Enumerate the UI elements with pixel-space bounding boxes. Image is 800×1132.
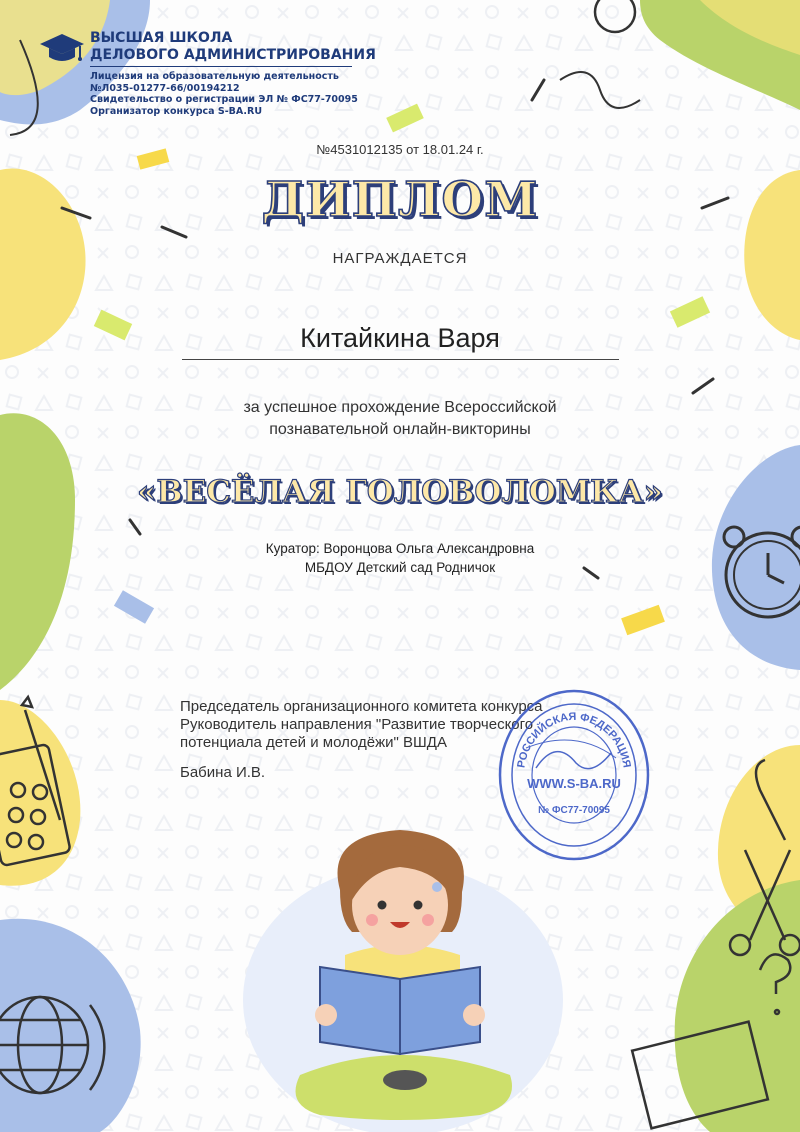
- award-reason-line2: познавательной онлайн-викторины: [269, 421, 531, 438]
- curator-name: Куратор: Воронцова Ольга Александровна: [265, 541, 535, 556]
- organization-name: [90, 30, 376, 64]
- official-stamp: [496, 688, 652, 862]
- stamp-reg-number: № ФС77-70095: [538, 805, 610, 816]
- license-number: №Л035-01277-66/00194212: [90, 82, 240, 94]
- chair-line1: Председатель организационного комитета конкурса: [180, 698, 543, 715]
- recipient-underline: [182, 359, 619, 360]
- organization-details: [90, 71, 358, 117]
- stamp-arc-text: РОССИЙСКАЯ ФЕДЕРАЦИЯ: [515, 710, 633, 769]
- stamp-center-text: WWW.S-BA.RU: [527, 776, 621, 791]
- header-divider: [90, 66, 352, 67]
- event-title: «ВЕСЁЛАЯ ГОЛОВОЛОМКА»: [137, 474, 663, 510]
- diploma-title: ДИПЛОМ: [261, 172, 539, 228]
- signer-name: Бабина И.В.: [180, 764, 266, 781]
- organization-name-line1: ВЫСШАЯ ШКОЛА: [90, 30, 233, 46]
- graduation-cap-icon: [38, 32, 86, 66]
- committee-chair-title: [180, 698, 543, 752]
- award-reason: [0, 397, 800, 441]
- license-text: Лицензия на образовательную деятельность: [90, 71, 339, 82]
- recipient-name: Китайкина Варя: [300, 323, 500, 353]
- institution-name: МБДОУ Детский сад Родничок: [304, 560, 496, 575]
- curator-block: [0, 539, 800, 577]
- awarded-label: НАГРАЖДАЕТСЯ: [332, 250, 468, 267]
- organizer-text: Организатор конкурса S-BA.RU: [90, 105, 263, 117]
- award-reason-line1: за успешное прохождение Всероссийской: [243, 399, 557, 416]
- registration-text: Свидетельство о регистрации ЭЛ № ФС77-70095: [90, 94, 358, 105]
- organization-name-line2: ДЕЛОВОГО АДМИНИСТРИРОВАНИЯ: [90, 47, 376, 63]
- chair-line3: потенциала детей и молодёжи" ВШДА: [180, 734, 447, 751]
- chair-line2: Руководитель направления "Развитие творческого: [180, 716, 534, 733]
- diploma-number: №4531012135 от 18.01.24 г.: [316, 142, 484, 157]
